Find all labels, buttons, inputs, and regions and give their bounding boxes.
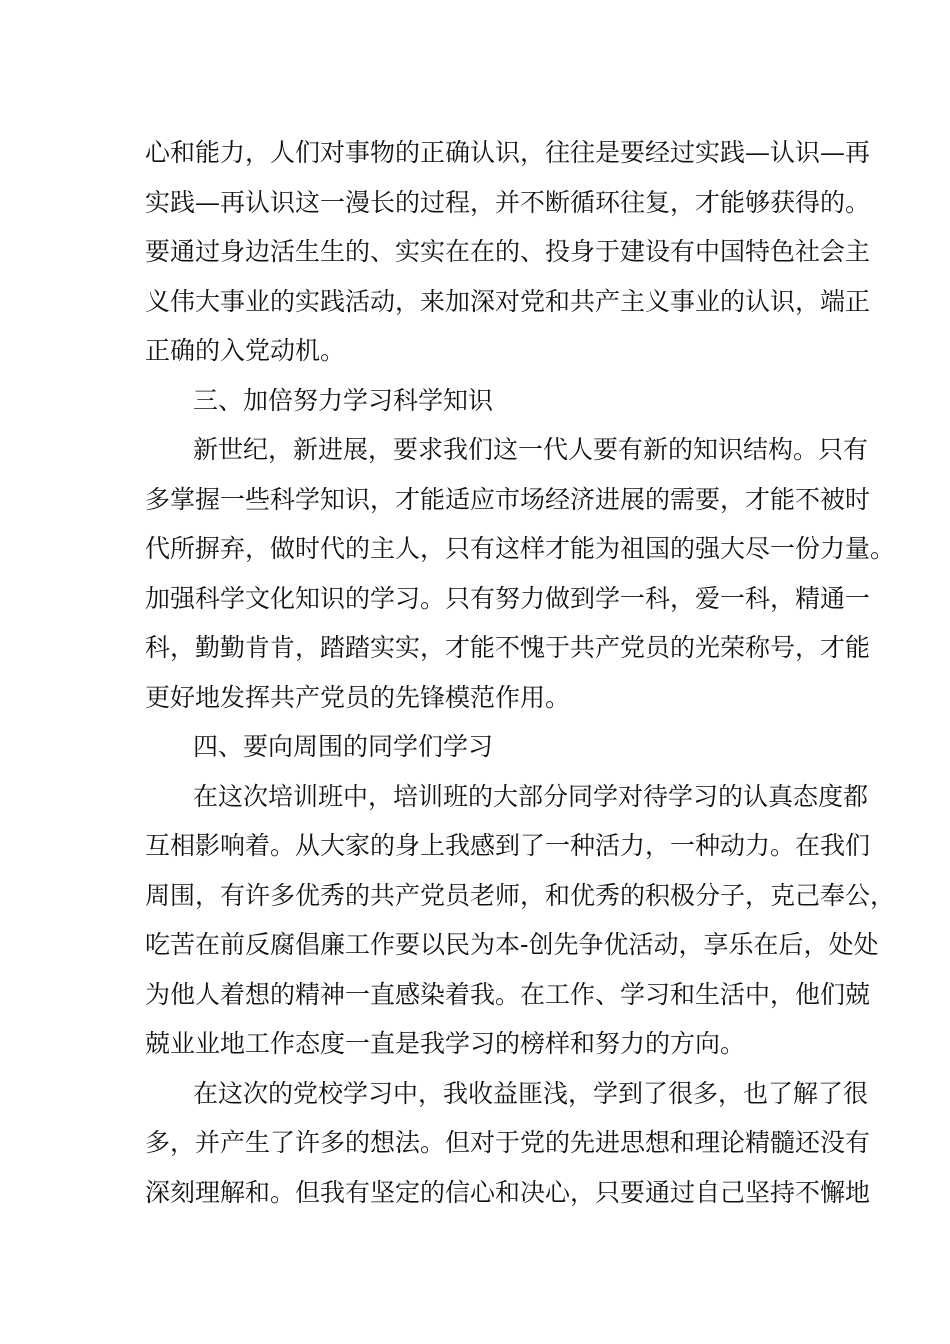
text-line: 更好地发挥共产党员的先锋模范作用。 [145, 682, 571, 712]
text-line: 实践—再认识这一漫长的过程，并不断循环往复，才能够获得的。 [145, 187, 871, 217]
text-line: 在这次的党校学习中，我收益匪浅，学到了很多，也了解了很 [193, 1078, 869, 1108]
text-line: 科，勤勤肯肯，踏踏实实，才能不愧于共产党员的光荣称号，才能 [145, 633, 871, 662]
text-line: 为他人着想的精神一直感染着我。在工作、学习和生活中，他们兢 [145, 979, 871, 1009]
text-line: 加强科学文化知识的学习。只有努力做到学一科，爱一科，精通一 [145, 583, 871, 613]
text-line: 兢业业地工作态度一直是我学习的榜样和努力的方向。 [145, 1029, 746, 1058]
text-line: 正确的入党动机。 [145, 336, 346, 365]
text-line: 吃苦在前反腐倡廉工作要以民为本-创先争优活动，享乐在后，处处 [145, 930, 879, 959]
text-line: 要通过身边活生生的、实实在在的、投身于建设有中国特色社会主 [145, 237, 871, 266]
document-body [145, 128, 896, 1217]
text-line: 多掌握一些科学知识，才能适应市场经济进展的需要，才能不被时 [145, 484, 871, 514]
text-line: 新世纪，新进展，要求我们这一代人要有新的知识结构。只有 [193, 435, 869, 464]
text-line: 代所摒弃，做时代的主人，只有这样才能为祖国的强大尽一份力量。 [145, 534, 896, 563]
text-line: 互相影响着。从大家的身上我感到了一种活力，一种动力。在我们 [145, 831, 871, 860]
text-line: 周围，有许多优秀的共产党员老师，和优秀的积极分子，克己奉公， [145, 880, 896, 910]
text-line: 义伟大事业的实践活动，来加深对党和共产主义事业的认识，端正 [145, 286, 871, 316]
text-line: 在这次培训班中，培训班的大部分同学对待学习的认真态度都 [193, 781, 869, 811]
section-heading: 四、要向周围的同学们学习 [193, 732, 494, 761]
text-line: 深刻理解和。但我有坚定的信心和决心，只要通过自己坚持不懈地 [145, 1177, 871, 1207]
section-heading: 三、加倍努力学习科学知识 [193, 385, 494, 415]
text-line: 多，并产生了许多的想法。但对于党的先进思想和理论精髓还没有 [145, 1128, 871, 1157]
text-line: 心和能力，人们对事物的正确认识，往往是要经过实践—认识—再 [145, 138, 871, 167]
